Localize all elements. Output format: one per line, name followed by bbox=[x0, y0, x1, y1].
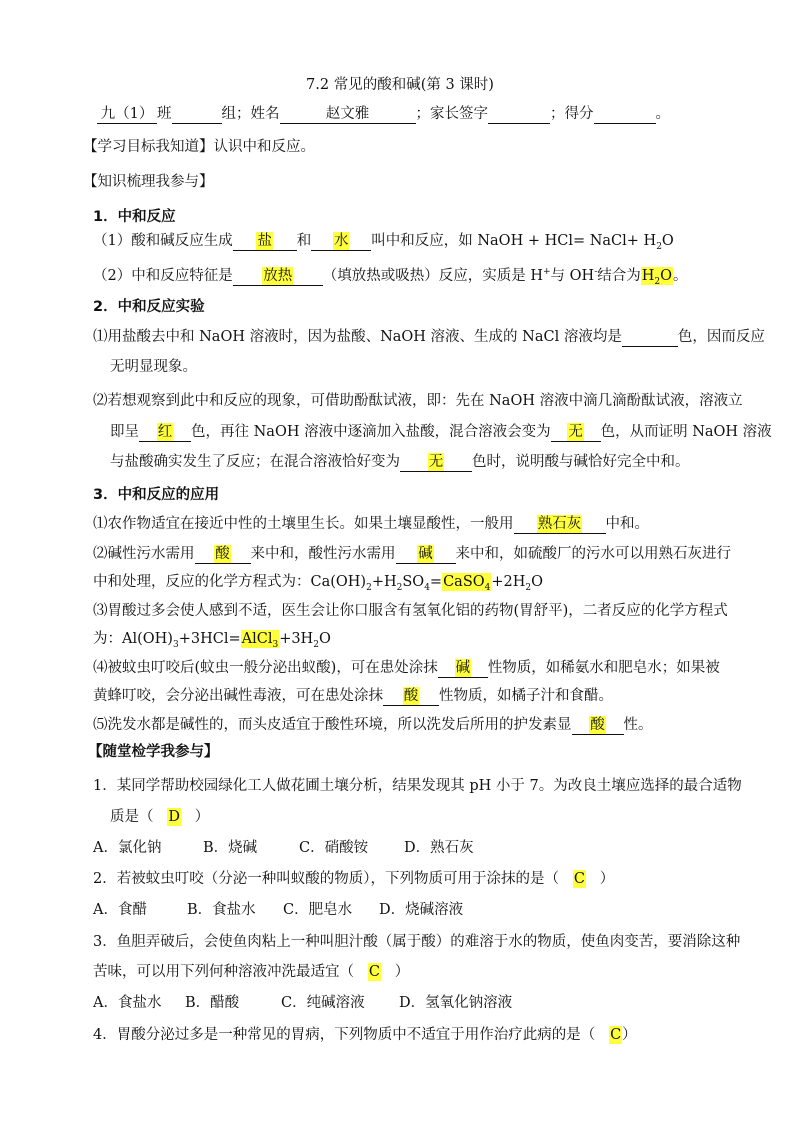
parent-signature-field bbox=[488, 105, 550, 124]
answer-highlight: 碱 bbox=[418, 546, 433, 562]
goal-label: 【学习目标我知道】 bbox=[83, 139, 214, 155]
section3-p4-line2 bbox=[93, 685, 613, 707]
answer-highlight bbox=[241, 630, 280, 648]
question3-line1: 3．鱼胆弄破后，会使鱼肉粘上一种叫胆汁酸（属于酸）的难溶于水的物质，使鱼肉变苦，要消除这种 bbox=[93, 934, 741, 950]
question2 bbox=[93, 868, 614, 890]
text: （填放热或吸热）反应，实质是 H bbox=[322, 267, 543, 284]
section2-p1-line1 bbox=[93, 326, 765, 348]
text: 色，再往 NaOH 溶液中逐滴加入盐酸，混合溶液会变为 bbox=[191, 424, 551, 440]
text: 来中和，如硫酸厂的污水可以用熟石灰进行 bbox=[455, 546, 731, 562]
section3-p5 bbox=[93, 714, 653, 736]
superscript: + bbox=[543, 267, 551, 277]
text: CaSO bbox=[443, 574, 485, 590]
header-end: 。 bbox=[655, 106, 670, 122]
text: 与盐酸确实发生了反应；在混合溶液恰好变为 bbox=[110, 454, 400, 470]
text: 叫中和反应，如 NaOH + HCl= NaCl+ H bbox=[371, 233, 657, 249]
text: +H bbox=[371, 574, 397, 590]
text: ⑴农作物适宜在接近中性的土壤里生长。如果土壤显酸性，一般用 bbox=[93, 516, 514, 532]
option-c: C．肥皂水 bbox=[283, 902, 353, 918]
text: ） bbox=[599, 871, 615, 887]
subscript: 4 bbox=[484, 582, 491, 593]
text: H bbox=[641, 267, 655, 284]
subscript: 2 bbox=[525, 582, 532, 593]
subscript: 2 bbox=[654, 276, 661, 287]
answer-highlight: 酸 bbox=[215, 546, 230, 562]
text: ⑵碱性污水需用 bbox=[93, 546, 195, 562]
subscript: 2 bbox=[366, 582, 372, 593]
text: ） bbox=[194, 809, 210, 825]
option-b: B．食盐水 bbox=[187, 902, 256, 918]
answer-highlight: 酸 bbox=[403, 688, 419, 704]
option-d: D．熟石灰 bbox=[404, 840, 474, 856]
section1-line1 bbox=[93, 230, 674, 258]
answer-blank bbox=[400, 453, 472, 472]
student-info-line bbox=[97, 103, 670, 125]
text: 为：Al(OH) bbox=[93, 631, 173, 647]
answer-highlight: C bbox=[368, 964, 380, 980]
text: ⑴用盐酸去中和 NaOH 溶液时，因为盐酸、NaOH 溶液、生成的 NaCl 溶液均是 bbox=[93, 329, 622, 345]
text: 2．若被蚊虫叮咬（分泌一种叫蚁酸的物质），下列物质可用于涂抹的是（ bbox=[93, 871, 559, 887]
text: 性。 bbox=[623, 717, 653, 733]
section3-p3-line2 bbox=[93, 628, 331, 656]
answer-highlight: 无 bbox=[428, 454, 444, 470]
section2-heading: 2．中和反应实验 bbox=[93, 299, 205, 315]
superscript: - bbox=[594, 267, 598, 277]
text: 和 bbox=[296, 233, 312, 249]
subscript: 2 bbox=[396, 582, 403, 593]
subscript: 2 bbox=[656, 241, 662, 252]
option-c: C．纯碱溶液 bbox=[281, 995, 365, 1011]
answer-highlight: 红 bbox=[157, 424, 173, 440]
answer-blank bbox=[572, 716, 624, 735]
name-field: 赵文雅 bbox=[280, 105, 416, 124]
text: 即呈 bbox=[110, 424, 139, 440]
section3-p2-line1 bbox=[93, 543, 731, 565]
answer-blank bbox=[438, 659, 488, 678]
option-a: A．氯化钠 bbox=[93, 840, 162, 856]
text: = bbox=[429, 574, 443, 590]
text: ） bbox=[622, 1027, 637, 1043]
group-label: 组；姓名 bbox=[221, 106, 280, 122]
text: 色，从而证明 NaOH 溶液 bbox=[600, 424, 772, 440]
question3-line2 bbox=[93, 961, 409, 983]
section2-p2-line3 bbox=[110, 451, 690, 473]
question3-options bbox=[93, 992, 512, 1014]
section3-p4-line1 bbox=[93, 657, 720, 679]
text: O bbox=[661, 233, 674, 249]
answer-blank bbox=[139, 423, 191, 442]
quiz-heading: 【随堂检学我参与】 bbox=[88, 744, 219, 760]
text: 黄蜂叮咬，会分泌出碱性毒液，可在患处涂抹 bbox=[93, 688, 383, 704]
text: ⑸洗发水都是碱性的，而头皮适宜于酸性环境，所以洗发后所用的护发素显 bbox=[93, 717, 572, 733]
text: 性物质，如橘子汁和食醋。 bbox=[439, 688, 613, 704]
class-label: 班 bbox=[157, 106, 172, 122]
subscript: 2 bbox=[313, 639, 319, 650]
answer-blank bbox=[311, 232, 371, 251]
text: O bbox=[531, 574, 544, 590]
answer-highlight: D bbox=[168, 809, 180, 825]
answer-blank bbox=[195, 545, 251, 564]
text: +3H bbox=[279, 631, 314, 647]
question4 bbox=[93, 1024, 637, 1046]
section1-heading: 1．中和反应 bbox=[93, 209, 176, 225]
option-c: C．硝酸铵 bbox=[299, 840, 369, 856]
answer-blank bbox=[233, 267, 323, 286]
score-field bbox=[594, 105, 656, 124]
class-field: 九（1） bbox=[97, 105, 157, 124]
option-d: D．烧碱溶液 bbox=[379, 902, 464, 918]
subscript: 4 bbox=[424, 582, 430, 593]
question1-line1: 1．某同学帮助校园绿化工人做花圃土壤分析，结果发现其 pH 小于 7。为改良土壤应选择的最合适物 bbox=[93, 778, 742, 794]
answer-blank bbox=[551, 423, 601, 442]
text: +3HCl= bbox=[178, 631, 241, 647]
option-a: A．食醋 bbox=[93, 902, 147, 918]
answer-highlight: C bbox=[610, 1027, 622, 1043]
section2-p2-line1: ⑵若想观察到此中和反应的现象，可借助酚酞试液，即：先在 NaOH 溶液中滴几滴酚酞试液，溶液立 bbox=[93, 393, 743, 409]
text: 结合为 bbox=[597, 267, 641, 284]
text: SO bbox=[402, 574, 425, 590]
text: O bbox=[318, 631, 331, 647]
text: +2H bbox=[491, 574, 526, 590]
text: 色，因而反应 bbox=[677, 329, 765, 345]
answer-highlight: 熟石灰 bbox=[537, 516, 582, 532]
text: 性物质，如稀氨水和肥皂水；如果被 bbox=[487, 660, 720, 676]
text: 色时，说明酸与碱恰好完全中和。 bbox=[472, 454, 690, 470]
answer-highlight: 酸 bbox=[590, 717, 605, 733]
subscript: 3 bbox=[172, 639, 179, 650]
option-b: B．烧碱 bbox=[203, 840, 258, 856]
group-field bbox=[172, 105, 222, 124]
section1-line2 bbox=[93, 261, 688, 293]
option-d: D．氢氧化钠溶液 bbox=[399, 995, 513, 1011]
answer-blank bbox=[396, 545, 456, 564]
text: 4．胃酸分泌过多是一种常见的胃病，下列物质中不适宜于用作治疗此病的是（ bbox=[93, 1027, 596, 1043]
section3-heading: 3．中和反应的应用 bbox=[93, 487, 220, 503]
text: ⑷被蚊虫叮咬后(蚊虫一般分泌出蚁酸)，可在患处涂抹 bbox=[93, 660, 438, 676]
answer-highlight: 无 bbox=[568, 424, 583, 440]
answer-highlight: 放热 bbox=[263, 267, 293, 284]
text: （1）酸和碱反应生成 bbox=[93, 233, 233, 249]
answer-highlight: 水 bbox=[333, 233, 349, 249]
learning-goal bbox=[83, 136, 315, 158]
text: 与 OH bbox=[550, 267, 595, 284]
answer-blank bbox=[383, 687, 439, 706]
parent-label: ；家长签字 bbox=[415, 106, 488, 122]
answer-blank bbox=[622, 328, 678, 347]
section3-p2-line2 bbox=[93, 571, 543, 599]
section3-p3-line1: ⑶胃酸过多会使人感到不适，医生会让你口服含有氢氧化铝的药物(胃舒平)，二者反应的化学方程式 bbox=[93, 603, 728, 619]
question1-options bbox=[93, 837, 474, 859]
text: 苦味，可以用下列何种溶液冲洗最适宜（ bbox=[93, 964, 354, 980]
text: O bbox=[660, 267, 673, 284]
answer-blank bbox=[514, 515, 606, 534]
goal-text: 认识中和反应。 bbox=[213, 139, 315, 155]
text: ） bbox=[394, 964, 410, 980]
text: 来中和，酸性污水需用 bbox=[250, 546, 396, 562]
section3-p1 bbox=[93, 513, 649, 535]
option-b: B．醋酸 bbox=[185, 995, 240, 1011]
text: AlCl bbox=[241, 631, 273, 647]
review-heading: 【知识梳理我参与】 bbox=[83, 174, 214, 190]
answer-blank bbox=[233, 232, 297, 251]
answer-highlight: 盐 bbox=[257, 233, 272, 249]
score-label: ；得分 bbox=[550, 106, 594, 122]
text: 中和处理，反应的化学方程式为：Ca(OH) bbox=[93, 574, 367, 590]
subscript: 3 bbox=[272, 639, 279, 650]
answer-highlight bbox=[641, 267, 673, 285]
question1-line2 bbox=[110, 806, 209, 828]
section2-p1-line2: 无明显现象。 bbox=[110, 359, 197, 375]
answer-highlight: 碱 bbox=[455, 660, 471, 676]
text: 质是（ bbox=[110, 809, 154, 825]
text: 。 bbox=[673, 267, 688, 284]
page-title: 7.2 常见的酸和碱(第 3 课时) bbox=[306, 77, 494, 93]
answer-highlight bbox=[442, 573, 491, 591]
option-a: A．食盐水 bbox=[93, 995, 162, 1011]
answer-highlight: C bbox=[573, 871, 585, 887]
question2-options bbox=[93, 899, 463, 921]
text: （2）中和反应特征是 bbox=[93, 267, 233, 284]
text: 中和。 bbox=[605, 516, 649, 532]
section2-p2-line2 bbox=[110, 421, 772, 443]
